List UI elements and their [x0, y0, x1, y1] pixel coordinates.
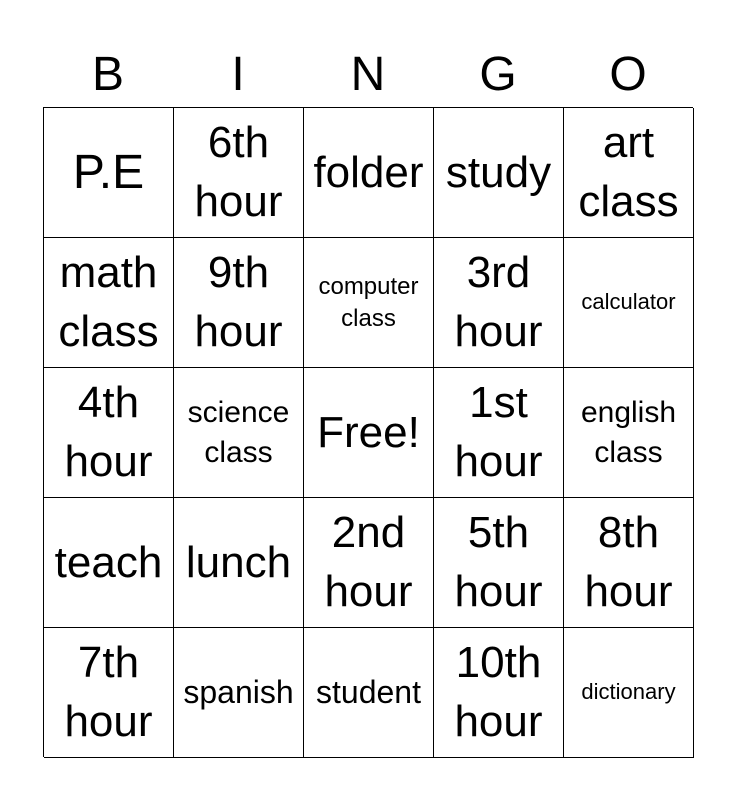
bingo-cell[interactable] — [304, 108, 434, 238]
cell-text: 4th hour — [64, 378, 153, 486]
bingo-cell[interactable] — [304, 498, 434, 628]
bingo-cell[interactable] — [174, 238, 304, 368]
cell-text: 2nd hour — [324, 508, 413, 616]
bingo-board — [43, 107, 693, 757]
cell-text: student — [316, 674, 421, 711]
cell-text: 8th hour — [584, 508, 673, 616]
bingo-cell[interactable] — [564, 238, 694, 368]
bingo-cell[interactable] — [434, 498, 564, 628]
free-space[interactable] — [304, 368, 434, 498]
header-letter-g: G — [479, 48, 517, 101]
bingo-cell[interactable] — [44, 498, 174, 628]
bingo-cell[interactable] — [44, 368, 174, 498]
cell-text: teach — [54, 537, 163, 587]
bingo-cell[interactable] — [304, 628, 434, 758]
cell-text: english class — [580, 395, 677, 469]
bingo-cell[interactable] — [44, 628, 174, 758]
cell-text: math class — [58, 248, 159, 356]
cell-text: lunch — [185, 537, 292, 587]
bingo-header — [43, 44, 693, 106]
bingo-cell[interactable] — [44, 108, 174, 238]
header-letter-b: B — [91, 48, 124, 101]
cell-text: 9th hour — [194, 248, 283, 356]
cell-text: P.E — [72, 145, 145, 199]
cell-text: 6th hour — [194, 118, 283, 226]
cell-text: Free! — [317, 407, 420, 457]
cell-text: study — [445, 147, 552, 197]
cell-text: dictionary — [581, 679, 676, 705]
bingo-cell[interactable] — [174, 108, 304, 238]
bingo-cell[interactable] — [434, 628, 564, 758]
cell-text: 7th hour — [64, 638, 153, 746]
bingo-cell[interactable] — [174, 368, 304, 498]
bingo-cell[interactable] — [174, 628, 304, 758]
bingo-cell[interactable] — [174, 498, 304, 628]
cell-text: 5th hour — [454, 508, 543, 616]
cell-text: computer class — [318, 273, 419, 332]
bingo-cell[interactable] — [434, 108, 564, 238]
cell-text: 1st hour — [454, 378, 543, 486]
cell-text: art class — [578, 118, 679, 226]
cell-text: 3rd hour — [454, 248, 543, 356]
cell-text: folder — [313, 147, 424, 197]
header-letter-i: I — [231, 48, 245, 101]
header-letter-o: O — [609, 48, 647, 101]
header-letter-n: N — [350, 48, 386, 101]
cell-text: calculator — [581, 289, 676, 315]
bingo-cell[interactable] — [564, 368, 694, 498]
bingo-cell[interactable] — [434, 238, 564, 368]
cell-text: 10th hour — [454, 638, 543, 746]
bingo-cell[interactable] — [44, 238, 174, 368]
bingo-cell[interactable] — [564, 628, 694, 758]
bingo-cell[interactable] — [564, 108, 694, 238]
bingo-cell[interactable] — [434, 368, 564, 498]
bingo-cell[interactable] — [304, 238, 434, 368]
cell-text: science class — [187, 395, 290, 469]
cell-text: spanish — [183, 674, 294, 711]
bingo-cell[interactable] — [564, 498, 694, 628]
